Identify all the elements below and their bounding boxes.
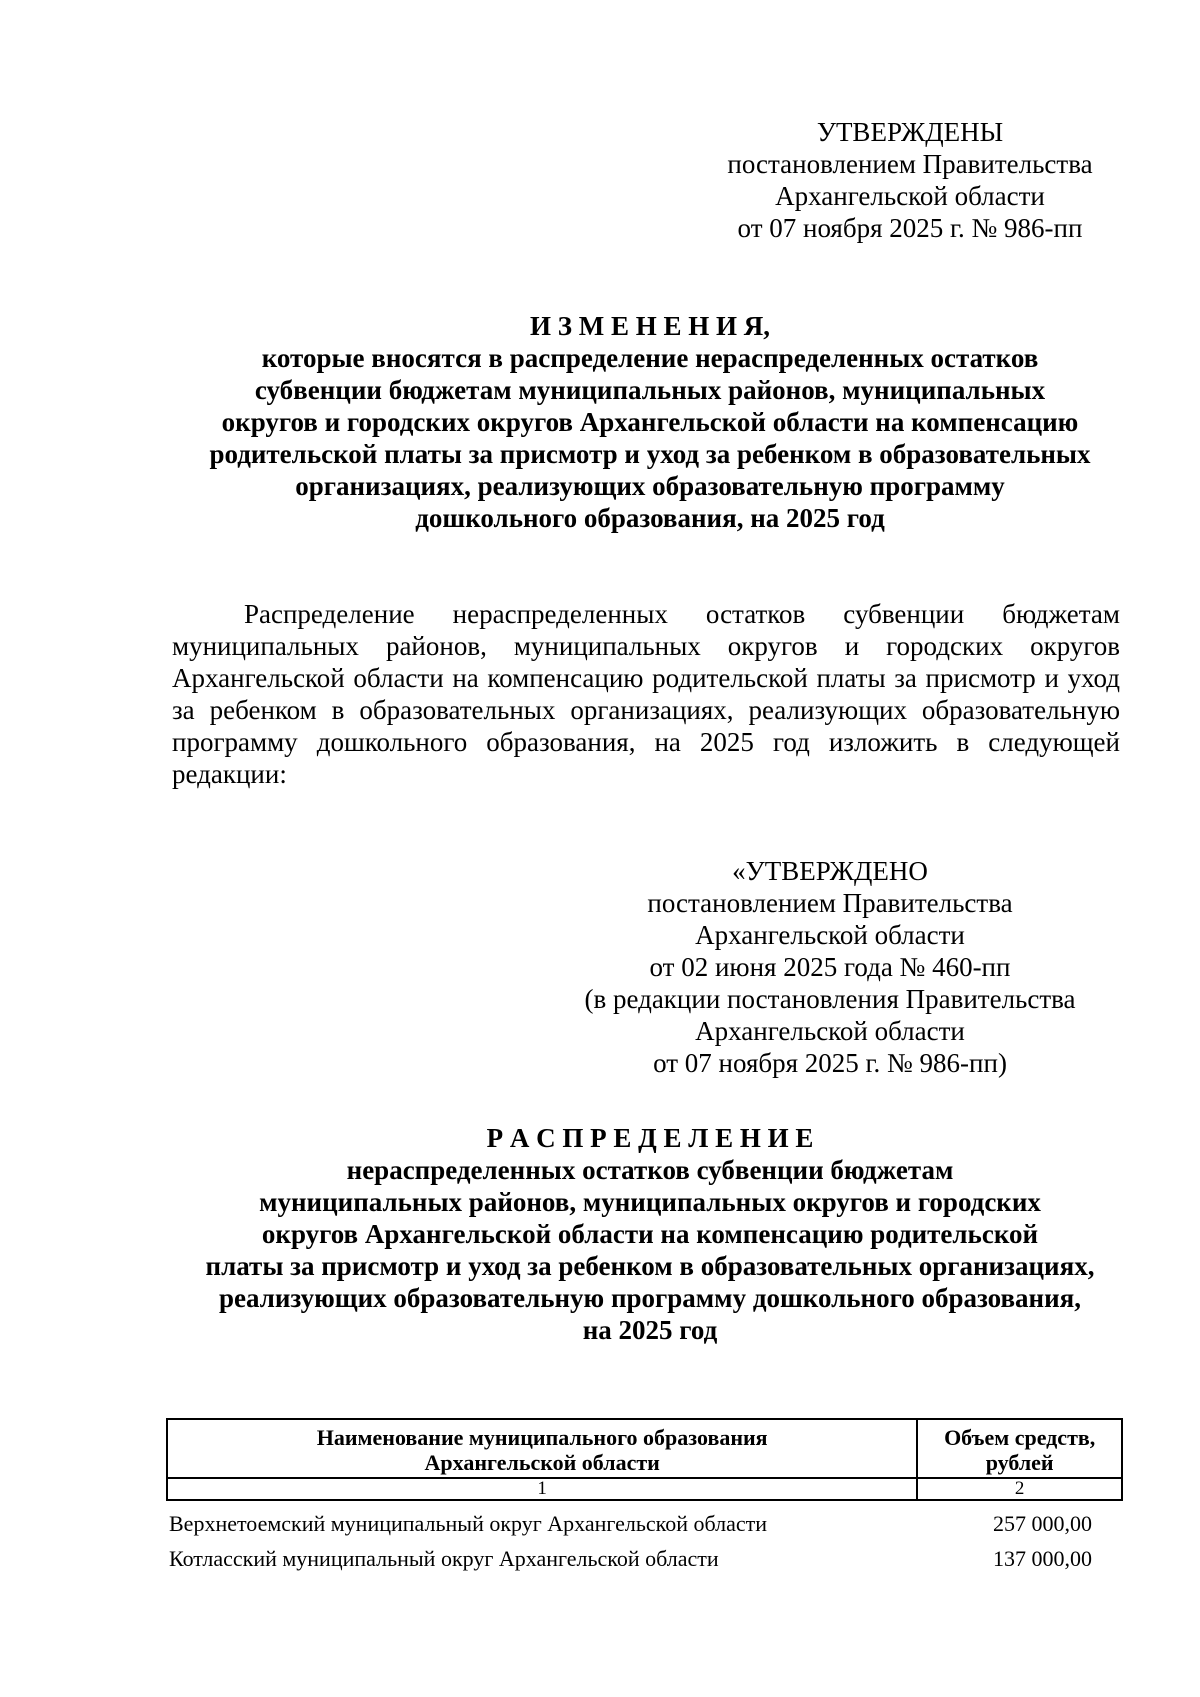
quoted-approval-line: (в редакции постановления Правительства xyxy=(584,984,1076,1014)
column-number: 1 xyxy=(167,1478,917,1500)
changes-title-line: которые вносятся в распределение нераспределенных остатков xyxy=(261,343,1039,373)
changes-title-line: родительской платы за присмотр и уход за ребенком в образовательных xyxy=(209,439,1091,469)
header-municipality-line: Архангельской области xyxy=(424,1450,660,1475)
municipality-name: Верхнетоемский муниципальный округ Архангельской области xyxy=(169,1511,768,1536)
approval-block xyxy=(710,116,1110,244)
quoted-approval-line: Архангельской области xyxy=(695,920,965,950)
distribution-title-line: округов Архангельской области на компенсацию родительской xyxy=(261,1219,1039,1249)
changes-title-line: дошкольного образования, на 2025 год xyxy=(415,503,885,533)
distribution-title-line: реализующих образовательную программу дошкольного образования, xyxy=(218,1283,1082,1313)
distribution-table xyxy=(166,1418,1123,1571)
table-header-row xyxy=(167,1419,1122,1478)
column-number: 2 xyxy=(917,1478,1122,1500)
header-municipality-line: Наименование муниципального образования xyxy=(316,1425,768,1450)
table-row xyxy=(167,1500,1122,1536)
header-amount-line: Объем средств, xyxy=(944,1425,1096,1450)
approval-line: УТВЕРЖДЕНЫ xyxy=(816,117,1004,147)
approval-line: Архангельской области xyxy=(775,181,1045,211)
quoted-approval-line: постановлением Правительства xyxy=(647,888,1013,918)
approval-line: от 07 ноября 2025 г. № 986-пп xyxy=(737,213,1083,243)
changes-title xyxy=(100,310,1200,534)
changes-heading: И З М Е Н Е Н И Я, xyxy=(529,311,770,341)
quoted-approval-block xyxy=(560,855,1100,1079)
body-paragraph xyxy=(172,598,1120,790)
distribution-title-line: нераспределенных остатков субвенции бюджетам xyxy=(346,1155,954,1185)
quoted-approval-line: Архангельской области xyxy=(695,1016,965,1046)
municipality-name: Котласский муниципальный округ Архангельской области xyxy=(169,1546,719,1571)
approval-line: постановлением Правительства xyxy=(727,149,1093,179)
body-paragraph-text: Распределение нераспределенных остатков субвенции бюджетам муниципальных районов, муниципальных округов и городских округов Архангельской области на компенсацию родительской платы за присмотр и уход за ребенком в образовательных организациях, реализующих образовательную программу дошкольного образования, на 2025 год изложить в следующей редакции: xyxy=(172,599,1120,789)
distribution-title xyxy=(100,1122,1200,1346)
quoted-approval-line: «УТВЕРЖДЕНО xyxy=(732,856,928,886)
distribution-title-line: на 2025 год xyxy=(582,1315,718,1345)
table-row xyxy=(167,1536,1122,1571)
quoted-approval-line: от 02 июня 2025 года № 460-пп xyxy=(649,952,1011,982)
header-amount xyxy=(917,1419,1122,1478)
quoted-approval-line: от 07 ноября 2025 г. № 986-пп) xyxy=(653,1048,1007,1078)
amount-value: 137 000,00 xyxy=(993,1546,1092,1571)
distribution-title-line: платы за присмотр и уход за ребенком в образовательных организациях, xyxy=(205,1251,1095,1281)
changes-title-line: округов и городских округов Архангельской области на компенсацию xyxy=(221,407,1079,437)
header-amount-line: рублей xyxy=(985,1450,1054,1475)
distribution-heading: Р А С П Р Е Д Е Л Е Н И Е xyxy=(486,1123,814,1153)
column-number-row xyxy=(167,1478,1122,1500)
amount-value: 257 000,00 xyxy=(993,1511,1092,1536)
distribution-title-line: муниципальных районов, муниципальных округов и городских xyxy=(259,1187,1041,1217)
changes-title-line: организациях, реализующих образовательную программу xyxy=(295,471,1005,501)
changes-title-line: субвенции бюджетам муниципальных районов, муниципальных xyxy=(254,375,1046,405)
header-municipality xyxy=(167,1419,917,1478)
